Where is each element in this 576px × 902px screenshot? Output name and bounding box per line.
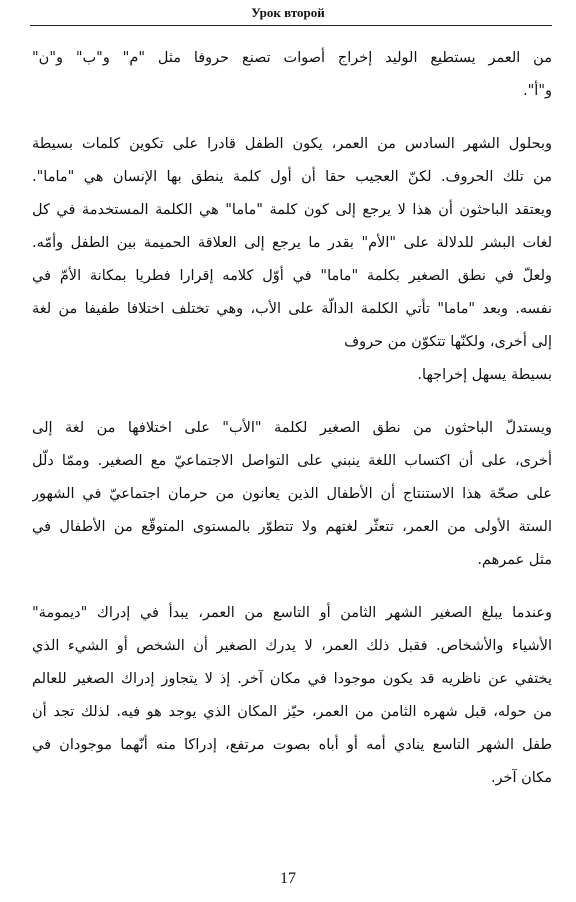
header-divider bbox=[30, 25, 552, 26]
text-line: ويستدلّ الباحثون من نطق الصغير لكلمة "الأب" على اختلافها من لغة إلى bbox=[32, 420, 552, 436]
text-line: طفل الشهر التاسع ينادي أمه أو أباه بصوت مرتفع، إدراكا منه أنّهما موجودان في bbox=[32, 737, 552, 753]
text-line: مثل عمرهم. bbox=[477, 552, 552, 568]
body-text bbox=[32, 42, 552, 815]
paragraph bbox=[32, 359, 552, 392]
paragraph bbox=[32, 412, 552, 577]
text-line: و"أ". bbox=[523, 83, 552, 99]
text-line: يختفي عن ناظريه قد يكون موجودا في مكان آخر. إذ لا يتجاوز إدراك الصغير للعالم bbox=[32, 671, 552, 687]
text-line: إلى أخرى، ولكنّها تتكوّن من حروف bbox=[344, 334, 552, 350]
text-line: بسيطة يسهل إخراجها. bbox=[417, 367, 552, 383]
text-line: على صحّة هذا الاستنتاج أن الأطفال الذين يعانون من حرمان اجتماعيّ في الشهور bbox=[32, 486, 552, 502]
paragraph bbox=[32, 128, 552, 359]
text-line: الستة الأولى من العمر، تتعثّر لغتهم ولا تتطوّر بالمستوى المتوقّع من الأطفال في bbox=[32, 519, 552, 535]
text-line: ويعتقد الباحثون أن هذا لا يرجع إلى كون كلمة "ماما" هي الكلمة المستخدمة في كل bbox=[32, 202, 552, 218]
page-number: 17 bbox=[280, 870, 296, 887]
paragraph bbox=[32, 597, 552, 795]
text-line: ولعلّ في نطق الصغير بكلمة "ماما" في أوّل كلامه إقرارا فطريا بمكانة الأمّ في bbox=[32, 268, 552, 284]
running-header: Урок второй bbox=[251, 5, 325, 20]
text-line: نفسه. وبعد "ماما" تأتي الكلمة الدالّة على الأب، وهي تختلف اختلافا طفيفا من لغة bbox=[32, 301, 552, 317]
text-line: وبحلول الشهر السادس من العمر، يكون الطفل قادرا على تكوين كلمات بسيطة bbox=[32, 136, 552, 152]
text-line: الأشياء والأشخاص. فقبل ذلك العمر، لا يدرك الصغير أن الشخص أو الشيء الذي bbox=[32, 638, 552, 654]
text-line: من العمر يستطيع الوليد إخراج أصوات تصنع حروفا مثل "م" و"ب" و"ن" bbox=[32, 50, 552, 66]
text-line: لغات البشر للدلالة على "الأم" بقدر ما يرجع إلى العلاقة الحميمة بين الطفل وأمّه. bbox=[32, 235, 552, 251]
text-line: من حوله، قبل شهره الثامن من العمر، حيّز المكان الذي يوجد هو فيه. لذلك تجد أن bbox=[32, 704, 552, 720]
text-line: وعندما يبلغ الصغير الشهر الثامن أو التاسع من العمر، يبدأ في إدراك "ديمومة" bbox=[32, 605, 552, 621]
paragraph bbox=[32, 42, 552, 108]
text-line: مكان آخر. bbox=[490, 770, 552, 786]
text-line: أخرى، على أن اكتساب اللغة ينبني على التواصل الاجتماعيّ مع الصغير. وممّا دلّل bbox=[32, 453, 552, 469]
text-line: من تلك الحروف. لكنّ العجيب حقا أن أول كلمة ينطق بها الإنسان هي "ماما". bbox=[32, 169, 552, 185]
